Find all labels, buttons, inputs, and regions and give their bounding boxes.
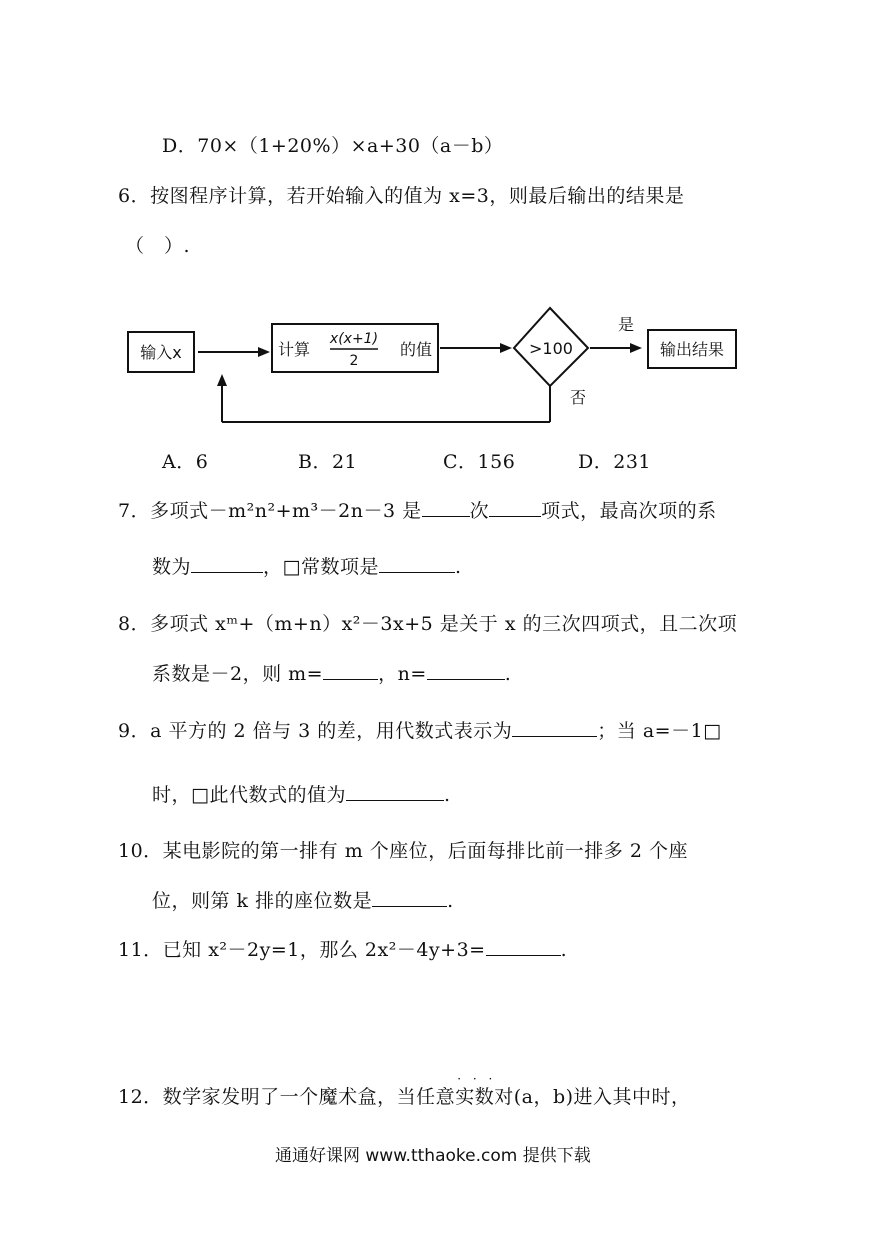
q10-line2 — [152, 886, 454, 913]
q7-blank-coefficient[interactable] — [191, 554, 263, 573]
q6-option-c: C．156 — [443, 451, 516, 473]
q12-emphasis-text: · · · 实数对 — [455, 1086, 514, 1108]
q9-line1 — [118, 716, 722, 743]
flow-arrow-icon — [217, 374, 227, 386]
q7-text-6: . — [454, 556, 462, 578]
q12-text-1: 12．数学家发明了一个魔术盒，当任意 — [118, 1086, 456, 1108]
flow-output-label: 输出结果 — [659, 340, 725, 359]
q10-line1: 10．某电影院的第一排有 m 个座位，后面每排比前一排多 2 个座 — [118, 840, 688, 862]
q7-blank-degree[interactable] — [422, 498, 470, 517]
q7-line1 — [118, 496, 717, 523]
flow-arrow-icon — [630, 343, 642, 353]
q9-text-3: 时，□此代数式的值为 — [152, 784, 346, 806]
q8-blank-n[interactable] — [427, 661, 505, 680]
q8-text-3: . — [504, 663, 512, 685]
q11-blank-result[interactable] — [486, 937, 561, 956]
q10-blank-seats[interactable] — [372, 888, 447, 907]
q7-text-3: 项式，最高次项的系 — [541, 500, 717, 522]
q7-text-4: 数为 — [152, 556, 192, 578]
flow-arrow-icon — [500, 343, 512, 353]
flow-yes-label: 是 — [618, 315, 635, 334]
q9-text-1: 9．a 平方的 2 倍与 3 的差，用代数式表示为 — [118, 720, 513, 742]
q11-text-1: 11．已知 x²－2y=1，那么 2x²－4y+3= — [118, 939, 486, 961]
q6-option-d: D．231 — [578, 451, 651, 473]
q7-text-1: 7．多项式－m²n²+m³－2n－3 是 — [118, 500, 422, 522]
q9-line2 — [152, 780, 451, 807]
q8-text-1: 系数是－2，则 m= — [152, 663, 324, 685]
q7-blank-constant[interactable] — [379, 554, 455, 573]
q9-blank-expression[interactable] — [512, 718, 597, 737]
flow-arrow-icon — [258, 347, 270, 357]
q7-blank-terms[interactable] — [489, 498, 541, 517]
q11-text-2: . — [560, 939, 568, 961]
flow-fraction-numerator: x(x+1) — [329, 331, 379, 347]
q7-text-2: 次 — [469, 500, 490, 522]
q10-text-1: 位，则第 k 排的座位数是 — [152, 890, 373, 912]
q7-text-5: ，□常数项是 — [263, 556, 379, 578]
q9-text-4: . — [443, 784, 451, 806]
q5-option-d: D．70×（1+20%）×a+30（a－b） — [162, 135, 504, 157]
q8-text-2: ，n= — [378, 663, 427, 685]
page-footer: 通通好课网 www.tthaoke.com 提供下载 — [275, 1146, 591, 1166]
q7-line2 — [152, 552, 462, 579]
flow-compute-suffix: 的值 — [400, 340, 433, 359]
q9-blank-value[interactable] — [346, 782, 444, 801]
q6-stem-line1: 6．按图程序计算，若开始输入的值为 x=3，则最后输出的结果是 — [118, 185, 685, 207]
q6-option-a: A．6 — [162, 451, 209, 473]
flow-condition: >100 — [529, 339, 573, 358]
flow-fraction-denominator: 2 — [349, 353, 359, 369]
flow-input-label: 输入x — [140, 343, 182, 362]
q10-text-2: . — [447, 890, 454, 912]
q8-blank-m[interactable] — [323, 661, 378, 680]
q8-line1: 8．多项式 xᵐ+（m+n）x²－3x+5 是关于 x 的三次四项式，且二次项 — [118, 613, 738, 635]
q6-flowchart — [120, 300, 760, 440]
q11-line — [118, 935, 567, 962]
flow-compute-prefix: 计算 — [278, 340, 311, 359]
q9-text-2: ；当 a=－1□ — [597, 720, 722, 742]
q6-stem-line2: （ ）. — [125, 235, 191, 257]
q6-option-b: B．21 — [298, 451, 358, 473]
q12-line — [118, 1082, 691, 1109]
q12-text-2: (a，b)进入其中时， — [513, 1086, 691, 1108]
flow-no-label: 否 — [570, 388, 587, 407]
q8-line2 — [152, 659, 511, 686]
